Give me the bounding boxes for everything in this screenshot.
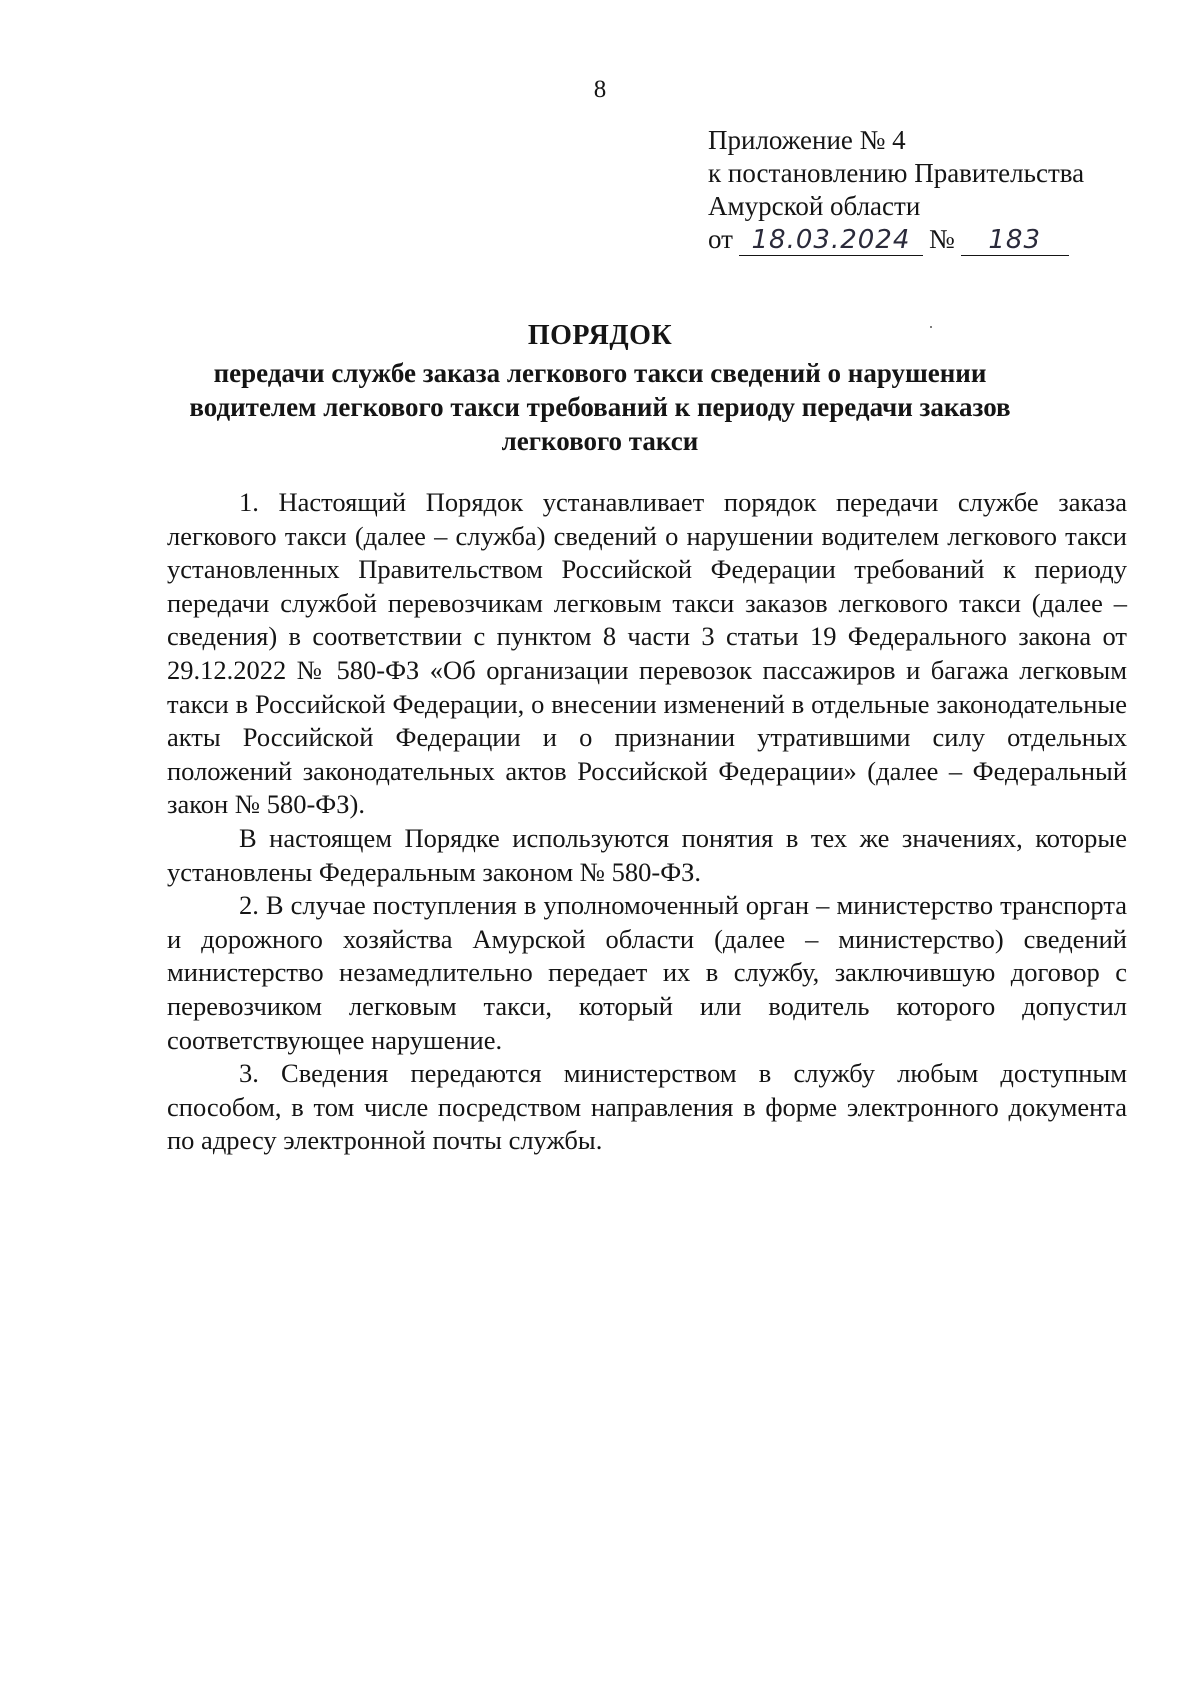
document-title: ПОРЯДОК: [527, 320, 673, 351]
page-number: 8: [593, 76, 607, 103]
handwritten-date: 18.03.2024: [739, 225, 923, 256]
document-body: [167, 486, 1127, 1158]
appendix-decree-ref: к постановлению Правительства: [708, 158, 1085, 188]
number-prefix: №: [928, 224, 955, 254]
date-prefix: от: [708, 224, 733, 254]
paragraph-1: 1. Настоящий Порядок устанавливает порядок передачи службе заказа легкового такси (далее – служба) сведений о нарушении водителем легкового такси установленных Правительством Российской Федерации требований к периоду передачи службой перевозчикам легковым такси заказов легкового такси (далее – сведения) в соответствии с пунктом 8 части 3 статьи 19 Федерального закона от 29.12.2022 № 580-ФЗ «Об организации перевозок пассажиров и багажа легковым такси в Российской Федерации, о внесении изменений в отдельные законодательные акты Российской Федерации и о признании утратившими силу отдельных положений законодательных актов Российской Федерации» (далее – Федеральный закон № 580-ФЗ).: [167, 487, 1127, 820]
paragraph-2: 2. В случае поступления в уполномоченный орган – министерство транспорта и дорожного хозяйства Амурской области (далее – министерство) сведений министерство незамедлительно передает их в службу, заключившую договор с перевозчиком легковым такси, который или водитель которого допустил соответствующее нарушение.: [167, 890, 1127, 1055]
paragraph-3: 3. Сведения передаются министерством в службу любым доступным способом, в том числе посредством направления в форме электронного документа по адресу электронной почты службы.: [167, 1058, 1127, 1156]
appendix-region: Амурской области: [708, 191, 921, 221]
appendix-date-number-line: [708, 223, 1168, 256]
appendix-header: [708, 124, 1168, 256]
paragraph-1-note: В настоящем Порядке используются понятия в тех же значениях, которые установлены Федеральным законом № 580-ФЗ.: [167, 822, 1127, 887]
document-title-block: [150, 318, 1050, 458]
handwritten-number: 183: [961, 225, 1069, 256]
document-subtitle: передачи службе заказа легкового такси сведений о нарушении водителем легкового такси требований к периоду передачи заказов легкового такси: [189, 358, 1011, 456]
appendix-number: Приложение № 4: [708, 125, 906, 155]
